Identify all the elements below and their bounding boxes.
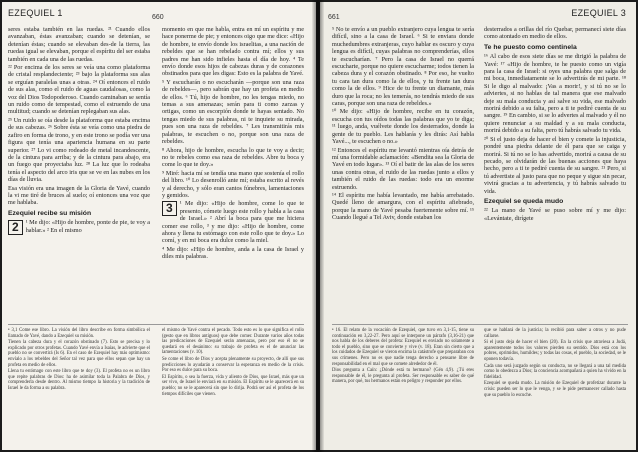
left-text-column-2	[162, 26, 304, 262]
section-title: Te he puesto como centinela	[484, 43, 577, 51]
chapter-number: 2	[8, 220, 23, 235]
right-page	[320, 2, 636, 450]
verse-paragraph: ⁵ Y escucharán o no escucharán —porque son una raza de rebeldes—, pero sabrán que hay un profeta en medio de ellos. ⁶ Tú, hijo de hombre, no les tengas miedo, no temas a sus amenazas; serán para ti como zarzas y ortigas, como un escorpión donde te hayas sentado. No tengas miedo de sus palabras, ni te inquiete su mirada, pues son una raza de rebeldes. ⁷ Les transmitirás mis palabras, te escuchen o no, porque son una raza de rebeldes.	[162, 78, 304, 146]
verse-paragraph: ¹⁶ Al cabo de esos siete días se me dirigió la palabra de Yavé: ¹⁷ «Hijo de hombre, te he puesto como un vigía para la casa de Israel: si oyes una palabra que salga de mi boca, inmediatamente se lo advertirás de mi parte. ¹⁸ Si le digo al malvado: ¡Vas a morir!, y si tú no se lo adviertes, si no hablas de tal manera que ese malvado deje su mala conducta y así salve su vida, ese malvado morirá debido a su falta, pero a ti te pediré cuenta de su sangre. ¹⁹ En cambio, si se lo advertes al malvado y él no quiere renunciar a su maldad y a su mala conducta, morirá debido a su falta, pero tú habrás salvado tu vida.	[484, 53, 626, 135]
verse-paragraph: Esa visión era una imagen de la Gloria de Yavé, cuando la vi me tiré de bruces al suelo; oí entonces una voz que me hablaba.	[8, 184, 150, 207]
verse-paragraph: ²² La mano de Yavé se puso sobre mí y me dijo: «Levántate, dirígete	[484, 207, 626, 222]
right-footnotes-2: que se hablará de la justicia; la recibió para saber a otros y no pude callarse. Si el justo deja de hacer el bien (20). En la crisis que atraviesa a Judá, aparentemente todos los valores pierden su sentido. Dios está con los pobres, oprimidos, humildes; y todas las cosas, el pueblo, la sociedad, se le oponen todavía. Cada uno será juzgado según su conducta, no se llegará a una tal medida como lo obedezca a Dios; la conciencia acompañará a quien ha vivido en la fidelidad. Ezequiel se queda mudo. La misión de Ezequiel de profetizar durante la crisis: pueden ser lo que le venga, y se le pide permanecer callado hasta que su pueblo lo escuche.	[484, 328, 626, 398]
verse-paragraph: desterrados a orillas del río Quebar, permanecí siete días como atontado en medio de ellos.	[484, 26, 626, 41]
left-text-column-1	[8, 26, 150, 235]
running-head-left: EZEQUIEL 1	[8, 8, 63, 18]
running-head-right: EZEQUIEL 3	[571, 8, 626, 18]
verse-paragraph: ⁹ Miré: hacia mí se tendía una mano que sostenía el rollo del libro. ¹⁰ Lo desenrolló ante mí; estaba escrito al revés y al derecho, y sólo eran cantos fúnebres, lamentaciones y gemidos.	[162, 169, 304, 199]
verse-paragraph: ⁴ Me dijo: «Hijo de hombre, anda a la casa de Israel y diles mis palabras.	[162, 245, 304, 261]
right-text-column-2	[484, 26, 626, 223]
verse-paragraph: 3 ¹ Me dijo: «Hijo de hombre, come lo que te presento, cómete luego este rollo y habla a la casa de Israel.» ² Abrí la boca para que me hiciera comer ese rollo, ³ y me dijo: «Hijo de hombre, come ahora y llena tu estómago con este rollo que te doy.» Lo comí, y en mi boca era dulce como la miel.	[162, 200, 304, 245]
section-title: Ezequiel recibe su misión	[8, 209, 92, 217]
verse-paragraph: ¹⁰ Me dijo: «Hijo de hombre, recibe en tu corazón, escucha con tus oídos todas las palabras que yo te diga; ¹¹ luego, anda, vuélvete donde los desterrados, donde la gente de tu pueblo. Les hablarás y les dirás: Así habla Yavé..., te escuchen o no.»	[332, 108, 474, 146]
page-number-left: 660	[152, 14, 164, 21]
verse-paragraph: ⁵ No te envío a un pueblo extranjero cuya lengua te sería difícil, sino a la casa de Israel. ⁶ Si te enviara donde muchedumbres extranjeras, cuyo hablar es oscuro y cuya lengua es difícil, cuyas palabras no comprenderías, ellos te escucharían. ⁷ Pero la casa de Israel no querrá escucharte, porque no quiere escucharme; todos tienen la cabeza dura y el corazón obstinado. ⁸ Por eso, he vuelto tu cara tan dura como la de ellos, y tu frente tan dura como la de ellos. ⁹ Hice de tu frente un diamante, más duro que la roca; no les temerás, no tendrás miedo de sus caras, porque son una raza de rebeldes.»	[332, 26, 474, 108]
footnote-divider	[8, 324, 304, 325]
footnote-divider	[332, 324, 628, 325]
chapter-number: 3	[162, 201, 177, 216]
section-title: Ezequiel se queda mudo	[484, 197, 564, 205]
verse-paragraph: ²⁵ Un ruido se oía desde la plataforma que estaba encima de sus cabezas. ²⁶ Sobre ésta se veía como una piedra de zafiro en forma de trono, y en este trono se podía ver una figura que tenía una apariencia humana en su parte superior. ²⁷ Lo vi como rodeado de metal incandescente, de la cintura para arriba; y de la cintura para abajo, era un fuego que proyectaba luz. ²⁸ La luz que lo rodeaba tenía el aspecto del arco iris que se ve en las nubes en los días de lluvia.	[8, 116, 150, 184]
verse-paragraph: ²⁰ Si el justo deja de hacer el bien y comete la injusticia, pondré una piedra delante de él para que se caiga y morirá. Si tú no se lo has advertido, morirá a causa de su pecado, se olvidarán de las buenas acciones que haya hecho, pero a ti te pediré cuenta de su sangre. ²¹ Pero, si tú advertiste al justo para que no peque y sigue sin pecar, vivirá gracias a tu advertencia, y tú habrás salvado tu vida.	[484, 135, 626, 195]
right-text-column-1	[332, 26, 474, 223]
verse-paragraph: momento en que me habla, entra en mí un espíritu y me hace ponerme de pie; y entonces oigo que me dice: «Hijo de hombre, te envío donde los israelitas, a una nación de rebeldes que se han rebelado contra mí; ellos y sus padres me han sido infieles hasta el día de hoy. ⁴ Te envío donde esos hijos de cabezas duras y de corazones obstinados para que les digas: Esto es la palabra de Yavé.	[162, 26, 304, 78]
verse-paragraph: ²² Por encima de los seres se veía una como plataforma de cristal resplandeciente; ²³ bajo la plataforma sus alas se erguían paralelas unas a otras. ²⁴ Oí entonces el ruido de sus alas, como el ruido de aguas caudalosas, como la voz del Dios Todopoderoso. Cuando caminaban se sentía un ruido como de tempestad, como el estruendo de una multitud; cuando se detenían replegaban sus alas.	[8, 64, 150, 116]
verse-paragraph: ¹² Entonces el espíritu me levantó mientras oía detrás de mí una formidable aclamación: «Bendita sea la Gloria de Yavé en todo lugar». ¹³ Oí el batir de las alas de los seres unas contra otras, el ruido de las ruedas junto a ellos y también el ruido de las ruedas: todo era un enorme estruendo.	[332, 146, 474, 191]
verse-paragraph: ¹⁴ El espíritu me había levantado, me había arrebatado. Quedé lleno de amargura, con el espíritu afiebrado, porque la mano de Yavé pesaba fuertemente sobre mí. ¹⁵ Cuando llegué a Tel Aviv, donde estaban los	[332, 191, 474, 222]
left-page	[2, 2, 316, 450]
left-footnotes-2: el mismo de Yavé contra el pecado. Todo esto es lo que significa el rollo (gesto que en libros antiguos) que debe comer. Durante varios años todas las predicaciones de Ezequiel serán amenazas, pero por eso él no se quedará en el desánimo: su trabajo de profeta es el de anunciar las lamentaciones (v. 10). Se come el libro de Dios y acepta plenamente su proyecto, de allí que sus predicciones lo ayudarán a conservar la esperanza en medio de la crisis. Por eso es dulce para su boca. El Espíritu, o sea la fuerza, vida y aliento de Dios, que Israel, más que un ser vivo, de Israel le enviará en su misión. El Espíritu se le aparecerá en su pueblo; no se le aparecerá sin que lo dirija. Podrá ser así el profeta de los tiempos difíciles que vienen.	[162, 328, 304, 397]
verse-paragraph: ⁸ Ahora, hijo de hombre, escucha lo que te voy a decir; no te rebeles como esa raza de rebeldes. Abre tu boca y come lo que te doy.»	[162, 146, 304, 169]
left-footnotes-1: • 3,1 Come ese libro. La visión del libro describe en forma simbólica el llamado de Yavé, dando a Ezequiel su misión. Tienen la cabeza dura y el corazón obstinado (7). Esto se precisa y lo explicado por otros profetas. Cuando Yavé envía a Isaías, le advierte que el pueblo no se convertirá (Is 6). En el caso de Ezequiel hay más optimismo: envíalo a los rebeldes del Señor tal vez para que ellos sepan que hay un profeta en medio de ellos. Llena tu estómago con este libro que te doy (3). El profeta no es un libro que repite palabras de Dios: ha de asimilar toda la Palabra de Dios, y comprenderla desde dentro. Al mismo tiempo la historia y la tradición de Israel le da forma a su palabra.	[8, 328, 150, 391]
verse-paragraph: seres estaba también en las ruedas. ²¹ Cuando ellos avanzaban, éstas avanzaban; cuando se detenían, se detenían éstas; cuando se elevaban des-de la tierra, las ruedas igual se elevaban, porque el espíritu del ser estaba también en cada una de las ruedas.	[8, 26, 150, 63]
verse-paragraph: 2 ¹ Me dijo: «Hijo de hombre, ponte de pie, te voy a hablar.» ² En el mismo	[8, 219, 150, 234]
page-number-right: 661	[328, 14, 340, 21]
right-footnotes-1: • 16. El relato de la vocación de Ezequiel, que tuvo en 3,1-15, tiene su continuación en 3,22-27. Pero aquí se interpone un párrafo (3,16-21) que nos habla de los deberes del profeta: Ezequiel es enviado no solamente a todo el pueblo, sino que se convierte y vive (v. 18). Eran sin cierto que a los cuidados de Ezequiel se vieron encima la catástrofe que preparaban con sus crímenes. Pero no es que nadie tenga derecho a pensarse libre de responsabilidad en el mal que se comete alrededor de él. Dios pregunta a Caín: ¿Dónde está tu hermano? (Gén 4,9). ¿Tú eres responsable de él, le pregunta al profeta. Ser responsable es saber de qué manera, por qué, tus hermanos están en peligro y responder por ellos.	[332, 328, 474, 385]
book-gutter	[312, 0, 324, 452]
